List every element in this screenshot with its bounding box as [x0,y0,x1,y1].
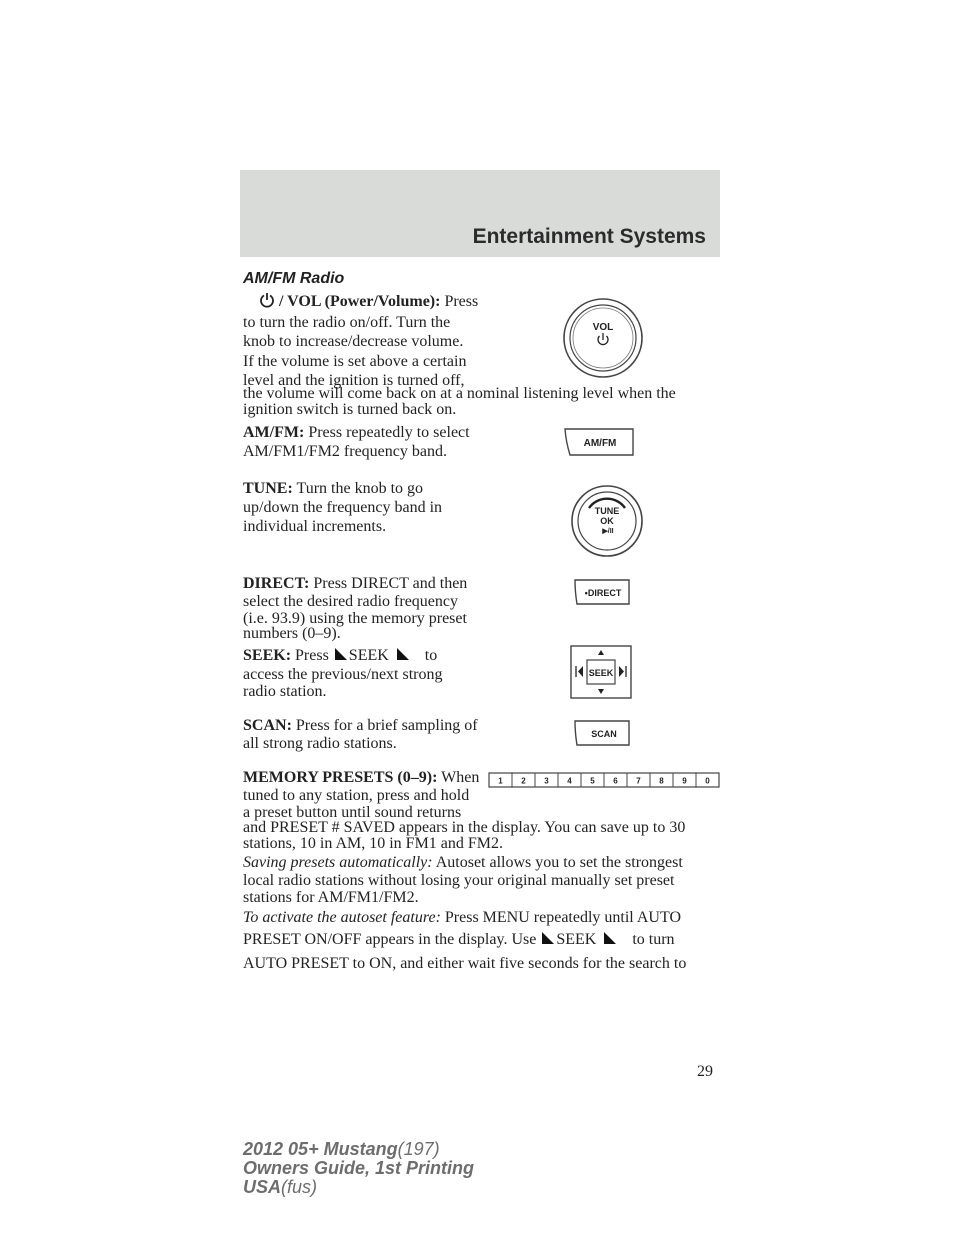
preset-button-2: 2 [521,776,526,786]
activate-label: To activate the autoset feature: [243,909,441,926]
amfm-label: AM/FM: [243,424,305,441]
tune-text: Turn the knob to go [296,480,424,497]
presets-text: When [441,769,480,786]
seek-next-icon [602,930,618,946]
tune-ok-label: OK [600,516,614,526]
amfm-text: Press repeatedly to select [308,424,470,441]
preset-buttons-strip-icon [488,772,720,788]
vol-line-6: the volume will come back on at a nominal listening level when the [243,385,676,402]
presets-line-3: a preset button until sound returns [243,804,462,821]
section-title: AM/FM Radio [243,270,345,287]
preset-button-3: 3 [544,776,549,786]
seek-line-3: radio station. [243,683,327,700]
presets-line-1 [243,768,479,787]
preset-button-7: 7 [636,776,641,786]
preset-button-8: 8 [659,776,664,786]
preset-button-1: 1 [498,776,503,786]
scan-text: Press for a brief sampling of [295,717,478,734]
scan-button-icon [572,719,632,747]
footer-market: USA [243,1177,282,1197]
vol-line-7: ignition switch is turned back on. [243,401,457,418]
vol-line-3: knob to increase/decrease volume. [243,333,464,350]
vol-knob-icon [562,297,644,379]
seek-previous-icon [540,930,556,946]
activate-text-2b: SEEK [556,931,597,948]
auto-line-3: stations for AM/FM1/FM2. [243,889,419,906]
vol-line-5: level and the ignition is turned off, [243,372,465,389]
presets-label: MEMORY PRESETS (0–9): [243,769,438,786]
seek-next-icon [395,646,411,662]
auto-line-1 [243,853,683,872]
vol-line-4: If the volume is set above a certain [243,353,467,370]
amfm-button-icon [562,426,636,458]
tune-play-pause-label: ▶/II [602,528,614,535]
seek-previous-icon [333,646,349,662]
direct-line-4: numbers (0–9). [243,625,341,642]
direct-button-icon [572,578,632,606]
vol-knob-label: VOL [592,322,614,333]
footer-line-2: Owners Guide, 1st Printing [243,1158,475,1178]
preset-button-6: 6 [613,776,618,786]
auto-text: Autoset allows you to set the strongest [435,854,683,871]
direct-text: Press DIRECT and then [313,575,468,592]
activate-line-2 [243,930,675,949]
activate-line-3: AUTO PRESET to ON, and either wait five seconds for the search to [243,955,687,972]
tune-knob-icon [570,484,644,558]
footer-line-1 [243,1140,474,1159]
section-header-title: Entertainment Systems [472,225,706,248]
preset-button-4: 4 [567,776,572,786]
seek-label: SEEK: [243,647,292,664]
activate-line-1 [243,908,681,927]
presets-line-2: tuned to any station, press and hold [243,787,470,804]
footer-imprint [243,1140,474,1197]
scan-button-label: SCAN [591,729,617,739]
auto-line-2: local radio stations without losing your original manually set preset [243,872,675,889]
footer-model: 2012 05+ Mustang [243,1139,398,1159]
tune-knob-label: TUNE [594,506,620,516]
footer-model-code: (197) [397,1139,440,1159]
scan-label: SCAN: [243,717,292,734]
seek-button-label: SEEK [588,668,614,678]
vol-text: Press [444,293,479,310]
seek-pre: Press [295,647,329,664]
direct-line-2: select the desired radio frequency [243,593,459,610]
seek-button-cluster-icon [570,645,632,699]
seek-line-2: access the previous/next strong [243,666,443,683]
vol-label: / VOL (Power/Volume): [279,293,441,310]
activate-text-2a: PRESET ON/OFF appears in the display. Use [243,931,537,948]
tune-line-2: up/down the frequency band in [243,499,443,516]
preset-button-5: 5 [590,776,595,786]
direct-label: DIRECT: [243,575,310,592]
seek-post: to [424,647,438,664]
preset-button-0: 0 [705,776,710,786]
presets-line-4: and PRESET # SAVED appears in the display. You can save up to 30 [243,819,686,836]
tune-line-1 [243,479,423,498]
footer-line-3 [243,1178,474,1197]
tune-line-3: individual increments. [243,518,387,535]
amfm-line-1 [243,423,470,442]
direct-button-label: •DIRECT [584,588,622,598]
power-icon [259,292,275,308]
vol-line-1 [243,292,478,311]
page-number: 29 [697,1063,713,1080]
direct-line-1 [243,574,467,593]
activate-text: Press MENU repeatedly until AUTO [444,909,682,926]
scan-line-1 [243,716,478,735]
presets-line-5: stations, 10 in AM, 10 in FM1 and FM2. [243,835,504,852]
activate-text-2c: to turn [632,931,675,948]
vol-line-2: to turn the radio on/off. Turn the [243,314,451,331]
direct-line-3: (i.e. 93.9) using the memory preset [243,610,467,627]
tune-label: TUNE: [243,480,293,497]
amfm-line-2: AM/FM1/FM2 frequency band. [243,443,447,460]
amfm-button-label: AM/FM [583,438,617,449]
scan-line-2: all strong radio stations. [243,735,397,752]
seek-line-1 [243,646,437,665]
preset-button-9: 9 [682,776,687,786]
section-header-band [240,170,720,257]
seek-mid: SEEK [348,647,389,664]
auto-label: Saving presets automatically: [243,854,433,871]
footer-market-code: (fus) [281,1177,318,1197]
